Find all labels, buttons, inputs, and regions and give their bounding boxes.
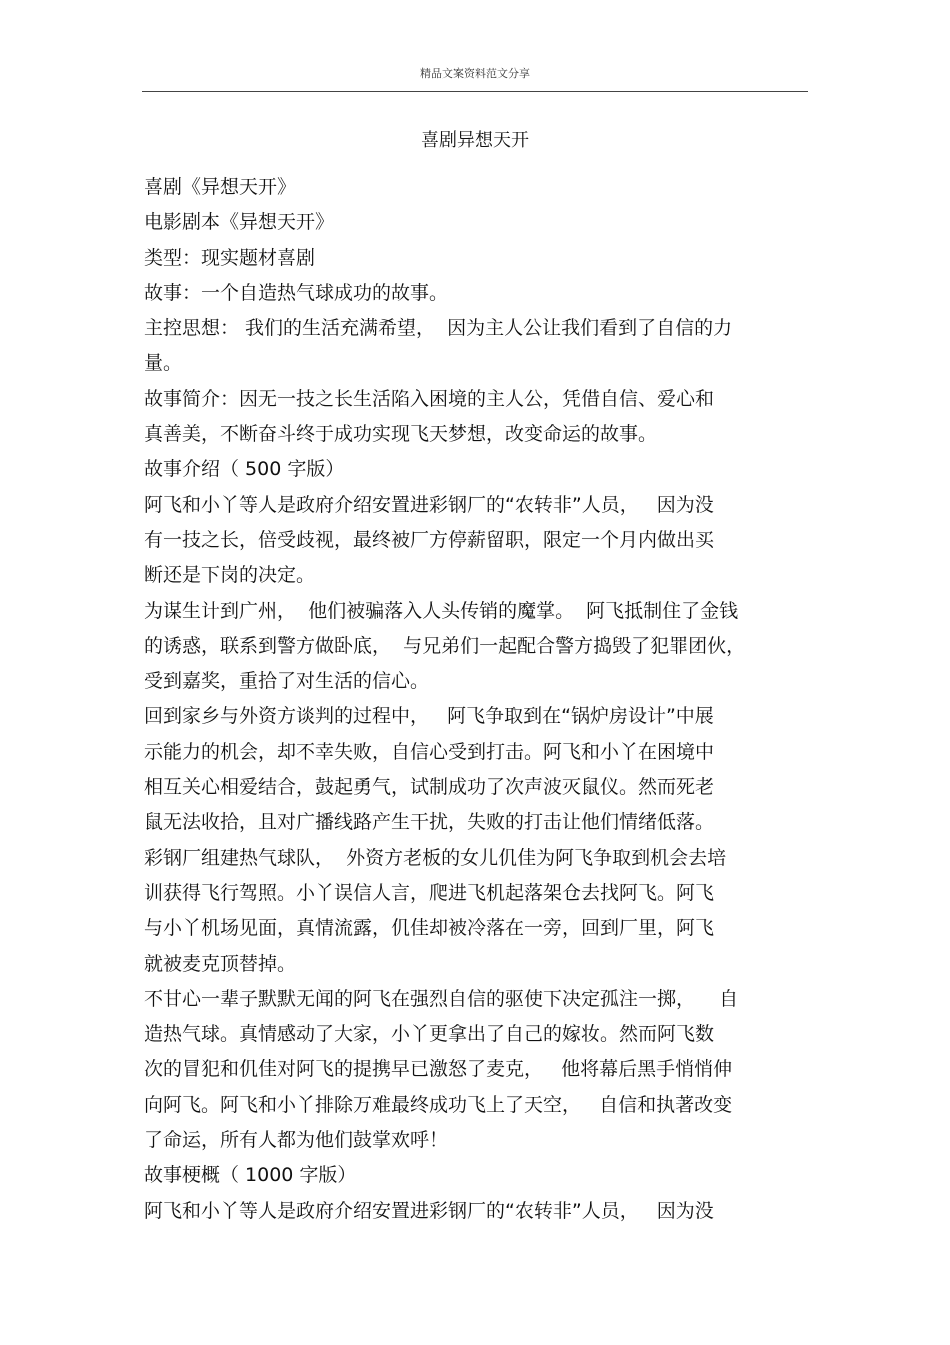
text-line: 相互关心相爱结合，鼓起勇气，试制成功了次声波灭鼠仪。然而死老 — [144, 776, 715, 799]
text-line: 受到嘉奖，重拾了对生活的信心。 — [144, 670, 430, 693]
document-body — [144, 170, 814, 1229]
text-line: 训获得飞行驾照。小丫误信人言，爬进飞机起落架仓去找阿飞。阿飞 — [144, 881, 715, 904]
text-line: 造热气球。真情感动了大家，小丫更拿出了自己的嫁妆。然而阿飞数 — [144, 1023, 715, 1046]
header-divider — [142, 91, 808, 92]
text-line: 向阿飞。阿飞和小丫排除万难最终成功飞上了天空， 自信和执著改变 — [144, 1093, 733, 1116]
text-line: 类型：现实题材喜剧 — [144, 246, 316, 269]
text-line: 主控思想： 我们的生活充满希望， 因为主人公让我们看到了自信的力 — [144, 317, 733, 340]
text-line: 故事梗概（ 1000 字版） — [144, 1164, 357, 1187]
text-line: 故事简介：因无一技之长生活陷入困境的主人公，凭借自信、爱心和 — [144, 387, 715, 410]
text-line: 了命运，所有人都为他们鼓掌欢呼！ — [144, 1129, 449, 1152]
text-line: 真善美，不断奋斗终于成功实现飞天梦想，改变命运的故事。 — [144, 423, 658, 446]
text-line: 喜剧《异想天开》 — [144, 176, 297, 198]
text-line: 彩钢厂组建热气球队， 外资方老板的女儿仉佳为阿飞争取到机会去培 — [144, 846, 727, 869]
text-line: 量。 — [144, 352, 183, 375]
text-line: 示能力的机会，却不幸失败，自信心受到打击。阿飞和小丫在困境中 — [144, 740, 715, 763]
text-line: 不甘心一辈子默默无闻的阿飞在强烈自信的驱使下决定孤注一掷， 自 — [144, 987, 739, 1010]
text-line: 故事介绍（ 500 字版） — [144, 458, 345, 481]
text-line: 为谋生计到广州， 他们被骗落入人头传销的魔掌。 阿飞抵制住了金钱 — [144, 599, 739, 622]
text-line: 阿飞和小丫等人是政府介绍安置进彩钢厂的“农转非”人员， 因为没 — [144, 1199, 714, 1222]
page-header: 精品文案资料范文分享 — [420, 67, 530, 80]
text-line: 就被麦克顶替掉。 — [144, 952, 297, 975]
document-title: 喜剧异想天开 — [421, 130, 529, 151]
text-line: 有一技之长，倍受歧视，最终被厂方停薪留职，限定一个月内做出买 — [144, 528, 715, 551]
text-line: 断还是下岗的决定。 — [144, 564, 316, 587]
text-line: 阿飞和小丫等人是政府介绍安置进彩钢厂的“农转非”人员， 因为没 — [144, 493, 714, 516]
text-line: 与小丫机场见面，真情流露，仉佳却被冷落在一旁，回到厂里，阿飞 — [144, 917, 715, 940]
text-line: 的诱惑，联系到警方做卧底， 与兄弟们一起配合警方捣毁了犯罪团伙， — [144, 634, 746, 657]
text-line: 次的冒犯和仉佳对阿飞的提携早已激怒了麦克， 他将幕后黑手悄悄伸 — [144, 1058, 733, 1081]
text-line: 故事：一个自造热气球成功的故事。 — [144, 281, 449, 304]
text-line: 回到家乡与外资方谈判的过程中， 阿飞争取到在“锅炉房设计”中展 — [144, 705, 714, 728]
text-line: 电影剧本《异想天开》 — [144, 211, 335, 234]
text-line: 鼠无法收拾，且对广播线路产生干扰，失败的打击让他们情绪低落。 — [144, 811, 715, 834]
